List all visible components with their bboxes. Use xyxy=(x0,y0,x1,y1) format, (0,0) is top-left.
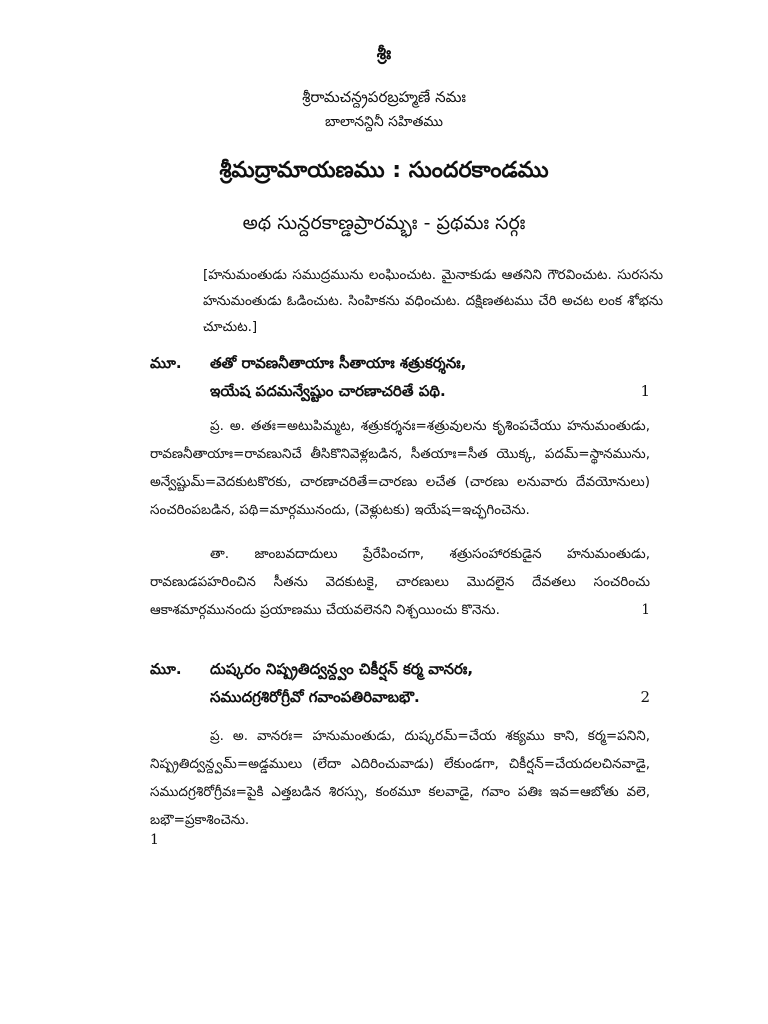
page-number: 1 xyxy=(150,832,159,848)
word-meaning-text: ప్ర. అ. తతః=అటుపిమ్మట, శత్రుకర్శనః=శత్రువులను కృశింపచేయు హనుమంతుడు, రావణనీతాయాః=రావణునిచే తీసికొనివెళ్లబడిన, సీతయాః=సీత యొక్క, పదమ్=స్థానమును, అన్వేష్టుమ్=వెదకుటకొరకు, చారణాచరితే=చారణు లచేత (చారణు లనువారు దేవయోనులు) సంచరింపబడిన, పథి=మార్గమునందు, (వెళ్లుటకు) ఇయేష=ఇచ్ఛగించెను. xyxy=(150,418,650,518)
verse-line: తతో రావణనీతాయాః సీతాయాః శత్రుకర్శనః, xyxy=(210,354,467,372)
verse-tag: మూ. xyxy=(150,354,182,372)
summary-1 xyxy=(150,540,650,624)
verse-number: 1 xyxy=(640,382,650,400)
main-title: శ్రీమద్రామాయణము : సుందరకాండము xyxy=(219,158,549,183)
verse-number: 1 xyxy=(641,602,650,618)
commentary-name: బాలానన్దినీ సహితము xyxy=(324,114,443,130)
verse-1 xyxy=(150,354,650,410)
salutation-line: శ్రీరామచన్ద్రపరబ్రహ్మణే నమః xyxy=(302,88,466,106)
chapter-synopsis: [హనుమంతుడు సముద్రమును లంఘించుట. మైనాకుడు ఆతనిని గౌరవించుట. సురసను హనుమంతుడు ఓడించుట. సింహికను వధించుట. దక్షిణతటము చేరి అచట లంక శోభను చూచుట.] xyxy=(203,267,663,335)
verse-line: సముదగ్రశిరోగ్రీవో గవాంపతిరివాబభౌ. xyxy=(210,688,420,706)
verse-number: 2 xyxy=(640,688,650,706)
verse-tag: మూ. xyxy=(150,660,182,678)
summary-text: తా. జాంబవదాదులు ప్రేరేపించగా, శత్రుసంహారకుడైన హనుమంతుడు, రావణుడపహరించిన సీతను వెదకుటకై, చారణులు మొదలైన దేవతలు సంచరించు ఆకాశమార్గమునందు ప్రయాణము చేయవలెనని నిశ్చయించు కొనెను. xyxy=(150,546,650,618)
chapter-title: అథ సున్దరకాణ్డప్రారమ్భః - ప్రథమః సర్గః xyxy=(242,212,526,234)
word-meaning-1 xyxy=(150,412,650,524)
word-meaning-text: ప్ర. అ. వానరః= హనుమంతుడు, దుష్కరమ్=చేయ శక్యము కాని, కర్మ=పనిని, నిష్ప్రతిద్వన్ద్వమ్=అడ్డములు (లేదా ఎదిరించువాడు) లేకుండగా, చికీర్షన్=చేయదలచినవాడై, సముదగ్రశిరోగ్రీవః=పైకి ఎత్తబడిన శిరస్సు, కంఠమూ కలవాడై, గవాం పతిః ఇవ=ఆబోతు వలె, బభౌ=ప్రకాశించెను. xyxy=(150,728,650,828)
verse-2 xyxy=(150,660,650,716)
invocation: శ్రీః xyxy=(376,44,392,64)
verse-line: దుష్కరం నిష్ప్రతిద్వన్ద్వం చికీర్షన్ కర్మ వానరః, xyxy=(210,660,474,678)
verse-line: ఇయేష పదమన్వేష్టుం చారణాచరితే పథి. xyxy=(210,382,446,400)
word-meaning-2 xyxy=(150,722,650,834)
